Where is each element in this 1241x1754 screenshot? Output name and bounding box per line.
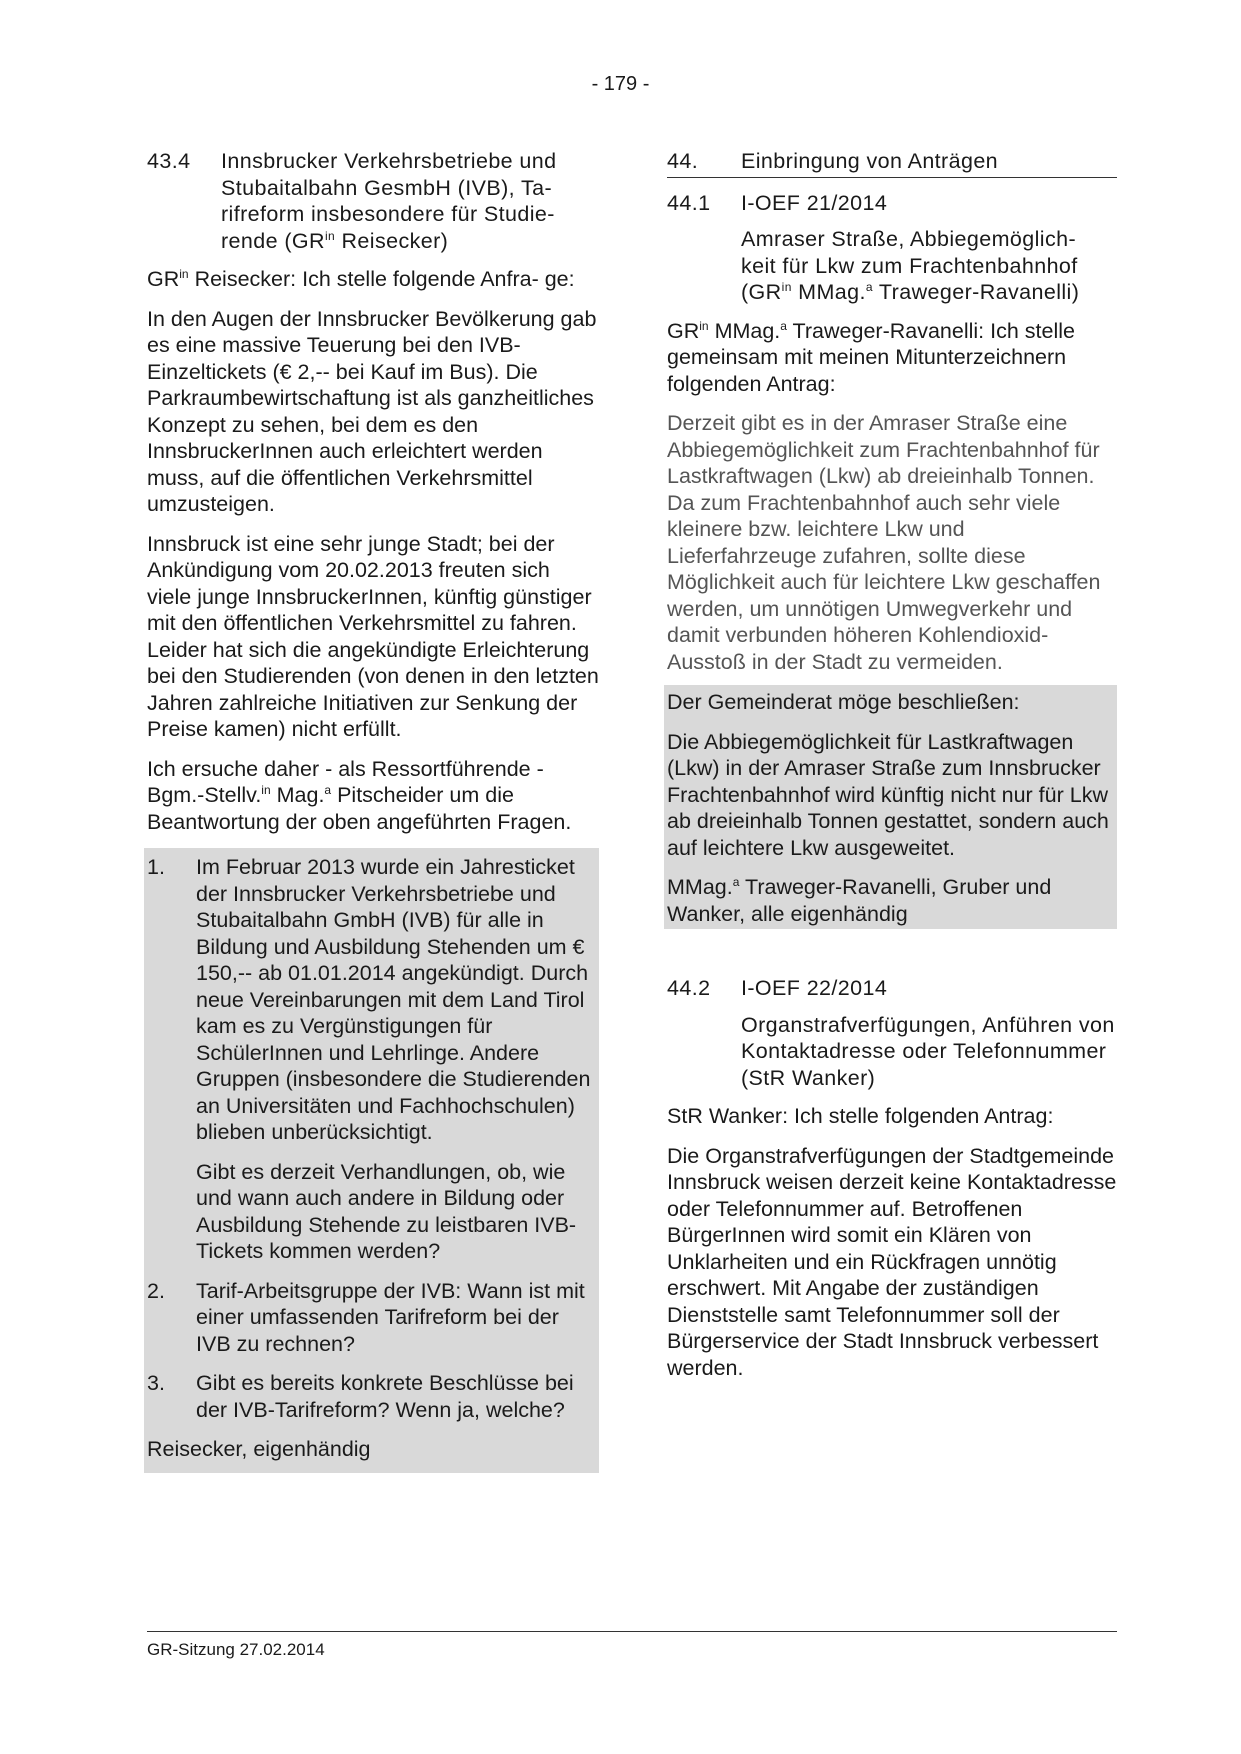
section-heading-43-4 [147, 148, 599, 254]
left-column [147, 148, 599, 1473]
item-subject [667, 226, 1117, 306]
title-line: Innsbrucker Verkehrsbetriebe und [221, 149, 557, 173]
questions-box [144, 848, 599, 1473]
item-code: I-OEF 22/2014 [741, 976, 888, 1000]
item-number: 44.2 [667, 976, 711, 1000]
text: Amraser Straße, Abbiegemöglich- keit für Lkw zum Frachtenbahnhof (GR [741, 227, 1078, 304]
paragraph: Im Februar 2013 wurde ein Jahresticket der Innsbrucker Verkehrsbetriebe und Stubaitalbahn GmbH (IVB) für alle in Bildung und Ausbildung Stehenden um € 150,-- ab 01.01.2014 angekündigt. Durch neue Vereinbarungen mit dem Land Tirol kam es zu Vergünstigungen für SchülerInnen und Lehrlinge. Andere Gruppen (insbesondere die Studierenden an Universitäten und Fachhochschulen) blieben unberücksichtigt. [196, 855, 591, 1144]
superscript: in [781, 280, 792, 294]
text: MMag. [791, 280, 866, 304]
item-subject: Organstrafverfügungen, Anführen von Kontaktadresse oder Telefonnummer (StR Wanker) [741, 1012, 1115, 1090]
paragraph: Innsbruck ist eine sehr junge Stadt; bei der Ankündigung vom 20.02.2013 freuten sich viele junge InnsbruckerInnen, künftig günstiger mit den öffentlichen Verkehrsmittel zu fahren. Leider hat sich die angekündigte Erleichterung bei den Studierenden (von denen in den letzten Jahren zahlreiche Initiativen zur Senkung der Preise kamen) nicht erfüllt. [147, 531, 599, 741]
superscript: a [865, 280, 873, 294]
section-title: Einbringung von Anträgen [741, 149, 999, 173]
text: Pitscheider um die Beantwortung der oben angeführten Fragen. [147, 783, 572, 834]
superscript: a [780, 318, 787, 333]
motion-label: Der Gemeinderat möge beschließen: [667, 690, 1020, 714]
footer: GR-Sitzung 27.02.2014 [147, 1631, 1117, 1660]
motion-box [664, 685, 1117, 929]
signoff [667, 874, 1114, 929]
question-text: Gibt es bereits konkrete Beschlüsse bei der IVB-Tarifreform? Wenn ja, welche? [196, 1371, 574, 1422]
motion-text: Die Abbiegemöglichkeit für Lastkraftwagen (Lkw) in der Amraser Straße zum Innsbrucker Frachtenbahnhof wird künftig nicht nur für Lkw ab dreieinhalb Tonnen gestattet, sondern auch auf leichtere Lkw ausgeweitet. [667, 729, 1109, 860]
paragraph [147, 756, 599, 836]
inquiry-intro [147, 266, 599, 293]
question-item [147, 1370, 599, 1423]
text: Traweger-Ravanelli, Gruber und Wanker, alle eigenhändig [667, 875, 1052, 926]
item-number: 44.1 [667, 190, 711, 215]
paragraph: Derzeit gibt es in der Amraser Straße eine Abbiegemöglichkeit zum Frachtenbahnhof für Lastkraftwagen (Lkw) ab dreieinhalb Tonnen. Da zum Frachtenbahnhof auch sehr viele kleinere bzw. leichtere Lkw und Lieferfahrzeuge zufahren, sollte diese Möglichkeit auch für leichtere Lkw geschaffen werden, um unnötigen Umwegverkehr und damit verbunden höheren Kohlendioxid-Ausstoß in der Stadt zu vermeiden. [667, 411, 1101, 674]
question-text: Tarif-Arbeitsgruppe der IVB: Wann ist mit einer umfassenden Tarifreform bei der IVB zu rechnen? [196, 1278, 585, 1356]
text: Reisecker: Ich stelle folgende Anfra- ge: [188, 267, 575, 291]
question-number: 2. [147, 1278, 165, 1303]
paragraph: Gibt es derzeit Verhandlungen, ob, wie und wann auch andere in Bildung oder Ausbildung Stehende zu leistbaren IVB-Tickets kommen werden? [196, 1159, 577, 1263]
motion-intro [667, 318, 1117, 398]
section-heading-44 [667, 148, 1117, 178]
paragraph: Die Organstrafverfügungen der Stadtgemeinde Innsbruck weisen derzeit keine Kontaktadresse oder Telefonnummer auf. Betroffenen BürgerInnen wird somit ein Klären von Unklarheiten und ein Rückfragen unnötig erschwert. Mit Angabe der zuständigen Dienststelle samt Telefonnummer soll der Bürgerservice der Stadt Innsbruck verbessert werden. [667, 1143, 1117, 1380]
superscript: in [179, 267, 189, 281]
right-column [667, 148, 1117, 1394]
question-item [147, 854, 599, 1265]
question-item [147, 1278, 599, 1358]
section-title [221, 148, 599, 254]
item-heading-44-2 [667, 975, 1117, 1002]
item-code: I-OEF 21/2014 [741, 190, 888, 215]
superscript: in [324, 228, 336, 243]
text: GR [147, 267, 180, 291]
title-line: Stubaitalbahn GesmbH (IVB), Ta- [221, 175, 553, 200]
title-line: rifreform insbesondere für Studie- [221, 202, 555, 226]
text: Mag. [270, 783, 325, 807]
text: MMag. [667, 875, 733, 899]
title-text: rende (GR [221, 228, 325, 253]
superscript: a [732, 875, 740, 889]
text: Traweger-Ravanelli: Ich stelle gemeinsam mit meinen Mitunterzeichnern folgenden Antrag: [667, 318, 1075, 396]
title-text: Reisecker) [335, 228, 449, 253]
title-line [221, 228, 599, 255]
text: Ich ersuche daher - als Ressortführende - Bgm.-Stellv. [147, 756, 544, 807]
superscript: in [699, 318, 709, 333]
question-text [196, 854, 599, 1265]
question-number: 3. [147, 1371, 165, 1395]
item-heading-44-1 [667, 190, 1117, 217]
text: MMag. [708, 318, 781, 343]
superscript: a [324, 783, 332, 797]
section-number: 44. [667, 149, 699, 173]
page-number: - 179 - [591, 73, 650, 95]
superscript: in [261, 783, 271, 797]
motion-intro: StR Wanker: Ich stelle folgenden Antrag: [667, 1104, 1054, 1128]
section-number: 43.4 [147, 149, 191, 173]
paragraph: In den Augen der Innsbrucker Bevölkerung gab es eine massive Teuerung bei den IVB-Einzeltickets (€ 2,-- bei Kauf im Bus). Die Parkraumbewirtschaftung ist als ganzheitliches Konzept zu sehen, bei dem es den InnsbruckerInnen auch erleichtert werden muss, auf die öffentlichen Verkehrsmittel umzusteigen. [147, 306, 597, 516]
question-number: 1. [147, 855, 165, 879]
text: Traweger-Ravanelli) [872, 280, 1080, 304]
text: GR [667, 318, 700, 343]
signoff: Reisecker, eigenhändig [147, 1437, 371, 1461]
